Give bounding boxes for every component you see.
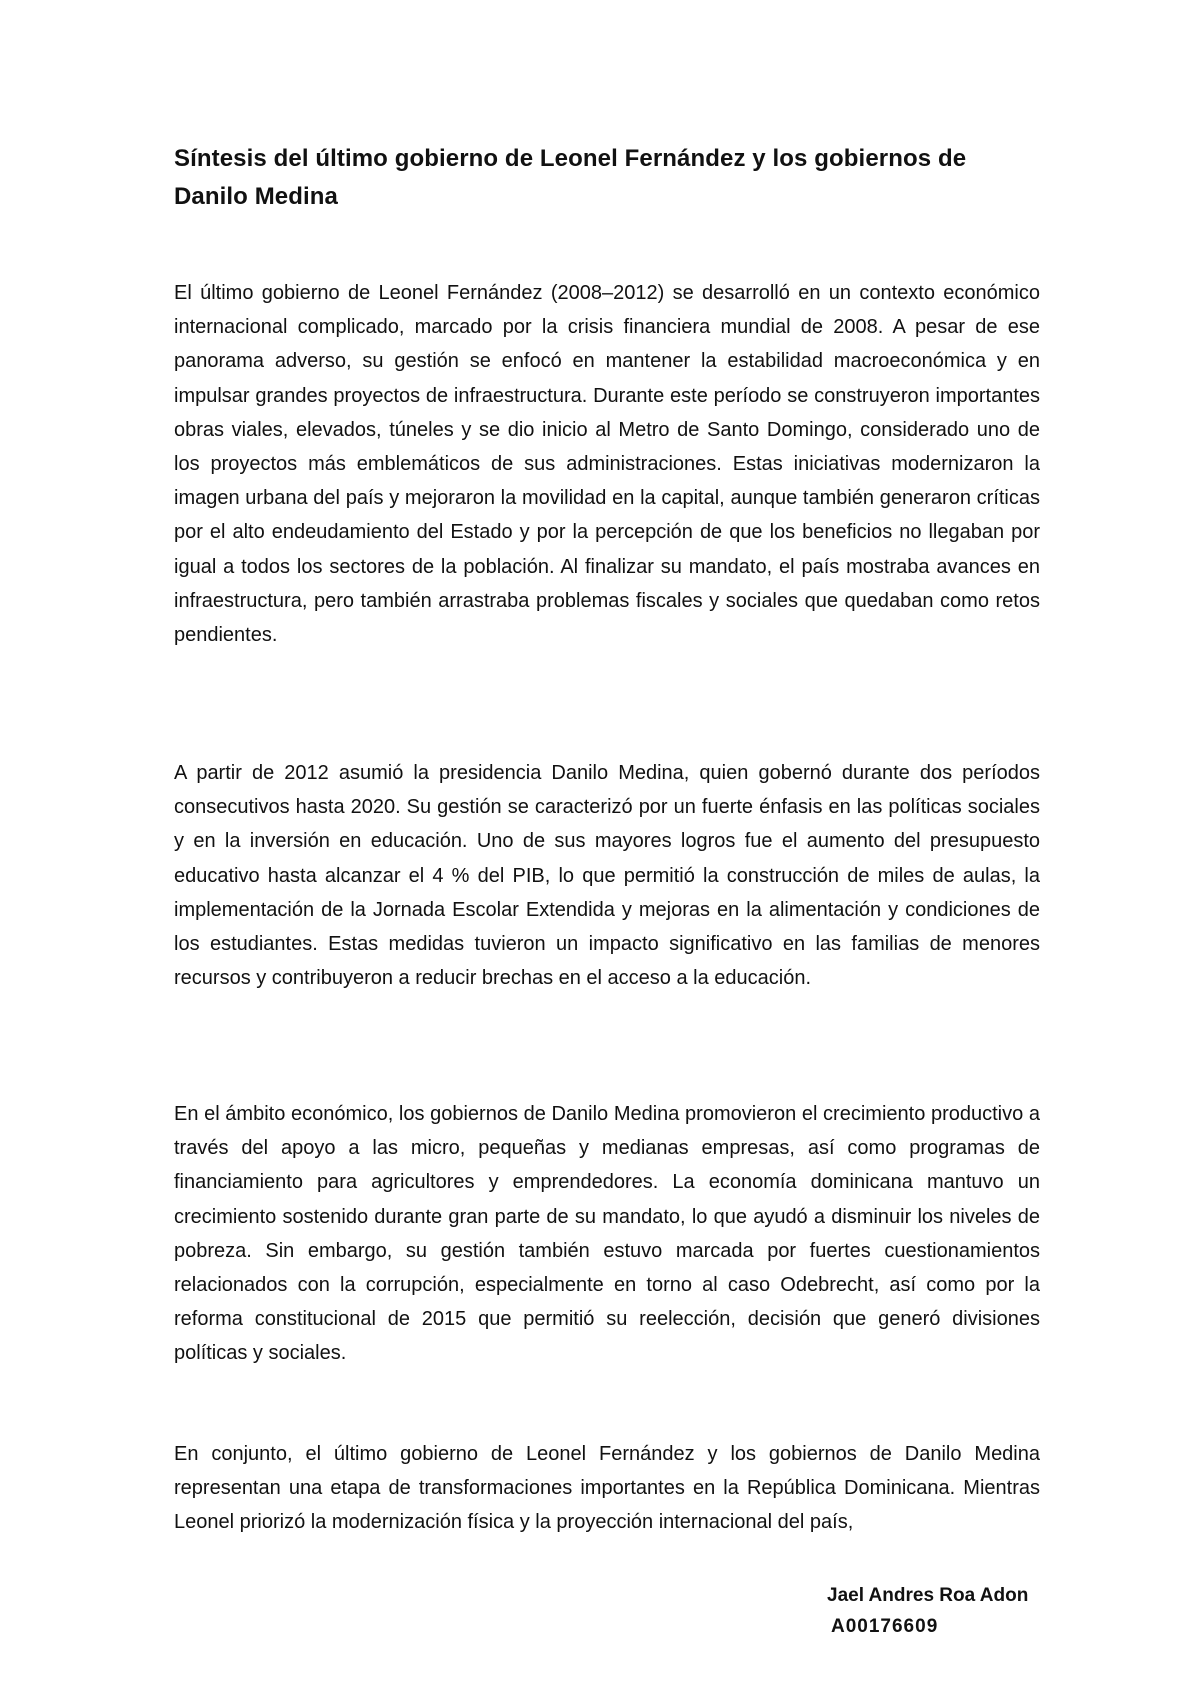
paragraph-leonel-government: El último gobierno de Leonel Fernández (2008–2012) se desarrolló en un contexto económico internacional complicado, marcado por la crisis financiera mundial de 2008. A pesar de ese panorama adverso, su gestión se enfocó en mantener la estabilidad macroeconómica y en impulsar grandes proyectos de infraestructura. Durante este período se construyeron importantes obras viales, elevados, túneles y se dio inicio al Metro de Santo Domingo, considerado uno de los proyectos más emblemáticos de sus administraciones. Estas iniciativas modernizaron la imagen urbana del país y mejoraron la movilidad en la capital, aunque también generaron críticas por el alto endeudamiento del Estado y por la percepción de que los beneficios no llegaban por igual a todos los sectores de la población. Al finalizar su mandato, el país mostraba avances en infraestructura, pero también arrastraba problemas fiscales y sociales que quedaban como retos pendientes. bbox=[174, 282, 1040, 647]
student-id: A00176609 bbox=[831, 1616, 939, 1637]
paragraph-danilo-social-policy: A partir de 2012 asumió la presidencia Danilo Medina, quien gobernó durante dos períodos consecutivos hasta 2020. Su gestión se caracterizó por un fuerte énfasis en las políticas sociales y en la inversión en educación. Uno de sus mayores logros fue el aumento del presupuesto educativo hasta alcanzar el 4 % del PIB, lo que permitió la construcción de miles de aulas, la implementación de la Jornada Escolar Extendida y mejoras en la alimentación y condiciones de los estudiantes. Estas medidas tuvieron un impacto significativo en las familias de menores recursos y contribuyeron a reducir brechas en el acceso a la educación. bbox=[174, 762, 1040, 990]
author-name: Jael Andres Roa Adon bbox=[827, 1585, 1029, 1606]
paragraph-conclusion: En conjunto, el último gobierno de Leonel Fernández y los gobiernos de Danilo Medina representan una etapa de transformaciones importantes en la República Dominicana. Mientras Leonel priorizó la modernización física y la proyección internacional del país, bbox=[174, 1443, 1040, 1534]
author-signature-block bbox=[827, 1580, 1028, 1642]
paragraph-danilo-economy: En el ámbito económico, los gobiernos de Danilo Medina promovieron el crecimiento productivo a través del apoyo a las micro, pequeñas y medianas empresas, así como programas de financiamiento para agricultores y emprendedores. La economía dominicana mantuvo un crecimiento sostenido durante gran parte de su mandato, lo que ayudó a disminuir los niveles de pobreza. Sin embargo, su gestión también estuvo marcada por fuertes cuestionamientos relacionados con la corrupción, especialmente en torno al caso Odebrecht, así como por la reforma constitucional de 2015 que permitió su reelección, decisión que generó divisiones políticas y sociales. bbox=[174, 1103, 1040, 1365]
document-title: Síntesis del último gobierno de Leonel Fernández y los gobiernos de Danilo Medina bbox=[174, 145, 967, 210]
